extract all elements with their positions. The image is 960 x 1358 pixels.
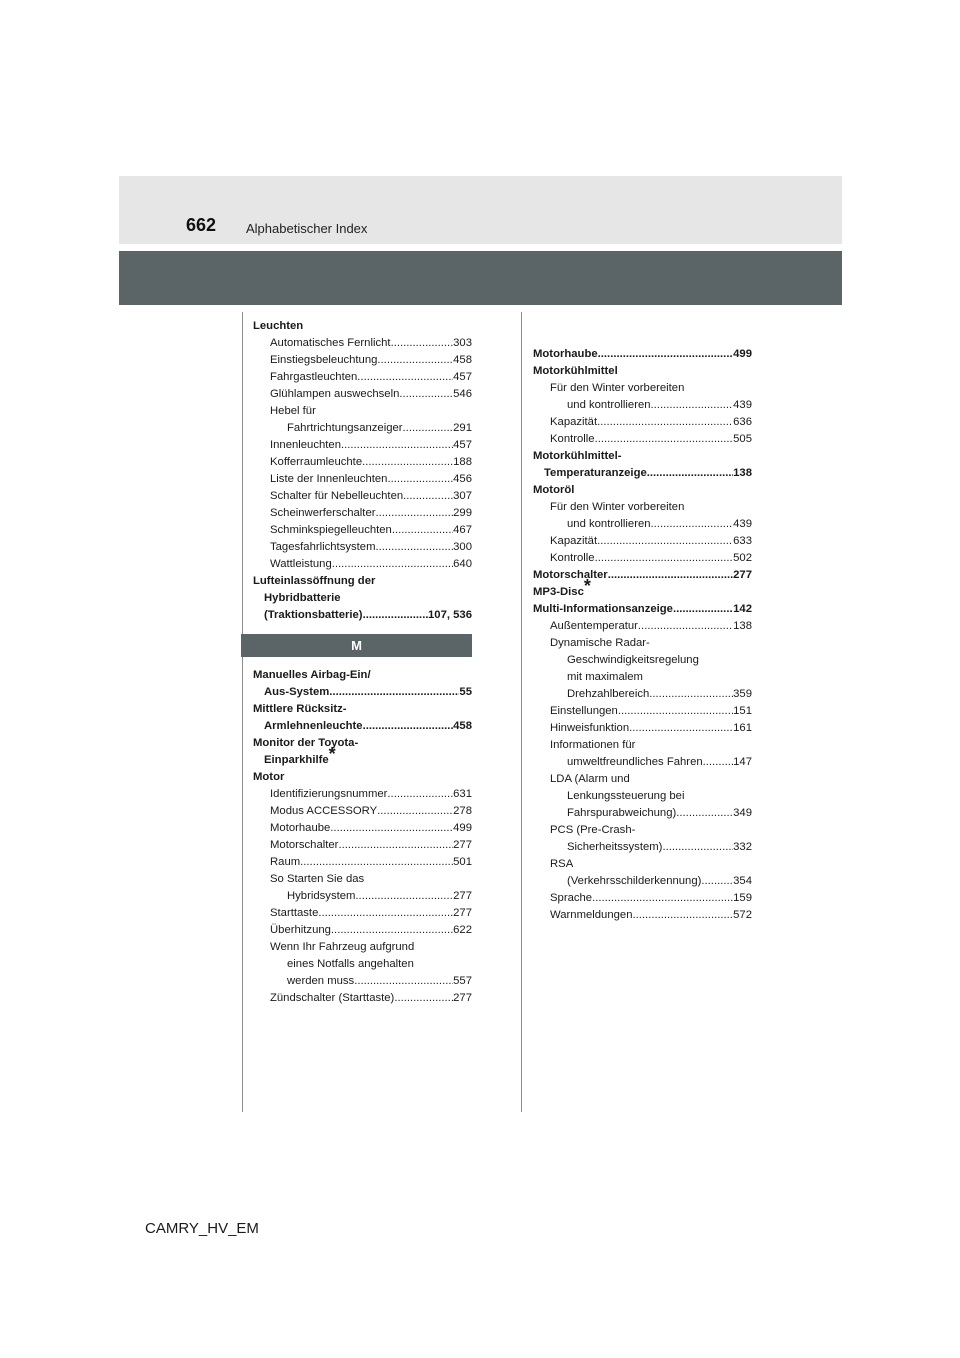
- entry-term: Schminkspiegelleuchten: [270, 524, 392, 536]
- entry-term: Hybridsystem: [287, 890, 356, 902]
- index-entry: [253, 437, 472, 454]
- dot-leader: [329, 684, 459, 701]
- index-column-right: [533, 346, 752, 924]
- entry-term: LDA (Alarm und: [550, 773, 630, 785]
- page-ref: 501: [453, 856, 472, 868]
- page-ref: 439: [733, 518, 752, 530]
- entry-term: Automatisches Fernlicht: [270, 337, 391, 349]
- entry-term: Lenkungssteuerung bei: [567, 790, 685, 802]
- entry-term: Lufteinlassöffnung der: [253, 575, 376, 587]
- entry-term: Kofferraumleuchte: [270, 456, 363, 468]
- entry-term: Hinweisfunktion: [550, 722, 630, 734]
- entry-term: Motorschalter: [533, 569, 608, 581]
- dot-leader: [375, 505, 453, 522]
- entry-term: Geschwindigkeitsregelung: [567, 654, 699, 666]
- index-entry: [533, 576, 752, 601]
- entry-term: Einparkhilfe: [264, 754, 329, 766]
- entry-term: Starttaste: [270, 907, 319, 919]
- entry-term: und kontrollieren: [567, 518, 651, 530]
- entry-term: Raum: [270, 856, 301, 868]
- page-ref: 359: [733, 688, 752, 700]
- header-dark-band: [119, 251, 842, 305]
- entry-term: Sicherheitssystem): [567, 841, 663, 853]
- index-entry: [533, 533, 752, 550]
- page-ref: 277: [453, 890, 472, 902]
- dot-leader: [651, 397, 734, 414]
- dot-leader: [701, 873, 733, 890]
- index-entry: [533, 363, 752, 380]
- page-ref: 277: [453, 992, 472, 1004]
- index-entry: [253, 522, 472, 539]
- index-entry: [253, 922, 472, 939]
- index-entry: [533, 720, 752, 737]
- index-entry: [533, 771, 752, 788]
- index-entry: [533, 754, 752, 771]
- entry-term: Scheinwerferschalter: [270, 507, 376, 519]
- dot-leader: [318, 905, 453, 922]
- entry-term: Außentemperatur: [550, 620, 638, 632]
- index-entry: [533, 346, 752, 363]
- page-ref: 458: [453, 354, 472, 366]
- page-ref: 502: [733, 552, 752, 564]
- page-ref: 458: [453, 720, 472, 732]
- page-number: 662: [186, 215, 217, 235]
- page-ref: 467: [453, 524, 472, 536]
- index-entry: [533, 652, 752, 669]
- entry-term: Liste der Innenleuchten: [270, 473, 388, 485]
- entry-term: Mittlere Rücksitz-: [253, 703, 347, 715]
- entry-term: Warnmeldungen: [550, 909, 633, 921]
- index-entry: [253, 990, 472, 1007]
- page-ref: 354: [733, 875, 752, 887]
- dot-leader: [651, 516, 734, 533]
- entry-term: Einstellungen: [550, 705, 618, 717]
- index-entry: [533, 601, 752, 618]
- dot-leader: [703, 754, 734, 771]
- index-entry: [533, 448, 752, 465]
- dot-leader: [362, 454, 453, 471]
- index-entry: [533, 703, 752, 720]
- index-entry: [253, 556, 472, 573]
- column-divider-right: [521, 312, 522, 1112]
- index-entry: [253, 905, 472, 922]
- page-ref: 572: [733, 909, 752, 921]
- index-list-m: [253, 667, 472, 1007]
- page-ref: 332: [733, 841, 752, 853]
- dot-leader: [375, 539, 453, 556]
- dot-leader: [597, 414, 733, 431]
- entry-term: Fahrspurabweichung): [567, 807, 677, 819]
- index-entry: [533, 737, 752, 754]
- page-ref: 303: [453, 337, 472, 349]
- dot-leader: [338, 837, 453, 854]
- page-ref: 457: [453, 371, 472, 383]
- dot-leader: [629, 720, 733, 737]
- entry-term: Fahrtrichtungsanzeiger: [287, 422, 403, 434]
- index-entry: [253, 956, 472, 973]
- page-ref: 457: [453, 439, 472, 451]
- dot-leader: [592, 890, 733, 907]
- dot-leader: [300, 854, 453, 871]
- entry-term: Manuelles Airbag-Ein/: [253, 669, 371, 681]
- entry-term: Für den Winter vorbereiten: [550, 382, 685, 394]
- page-ref: 349: [733, 807, 752, 819]
- entry-term: Aus-System: [264, 686, 330, 698]
- page-ref: 277: [453, 907, 472, 919]
- index-entry: [253, 607, 472, 624]
- page-ref: 640: [453, 558, 472, 570]
- entry-term: Motor: [253, 771, 285, 783]
- index-entry: [253, 973, 472, 990]
- entry-term: und kontrollieren: [567, 399, 651, 411]
- index-entry: [253, 701, 472, 718]
- entry-term: MP3-Disc: [533, 586, 584, 598]
- dot-leader: [363, 607, 428, 624]
- dot-leader: [387, 471, 453, 488]
- index-entry: [533, 839, 752, 856]
- index-entry: [533, 465, 752, 482]
- page-ref: 142: [733, 603, 752, 615]
- index-entry: [533, 686, 752, 703]
- index-entry: [533, 669, 752, 686]
- index-entry: [533, 805, 752, 822]
- index-entry: [253, 590, 472, 607]
- entry-term: Glühlampen auswechseln: [270, 388, 400, 400]
- asterisk-mark: *: [583, 576, 591, 596]
- index-entry: [253, 871, 472, 888]
- dot-leader: [355, 888, 453, 905]
- dot-leader: [403, 488, 453, 505]
- entry-term: Überhitzung: [270, 924, 331, 936]
- entry-term: Fahrgastleuchten: [270, 371, 358, 383]
- dot-leader: [595, 431, 734, 448]
- header-band: [119, 176, 842, 244]
- entry-term: werden muss: [287, 975, 355, 987]
- dot-leader: [377, 352, 453, 369]
- entry-term: Informationen für: [550, 739, 636, 751]
- entry-term: Modus ACCESSORY: [270, 805, 378, 817]
- entry-term: Temperaturanzeige: [544, 467, 647, 479]
- page-ref: 499: [733, 348, 752, 360]
- index-entry: [533, 431, 752, 448]
- entry-term: Monitor der Toyota-: [253, 737, 359, 749]
- page-ref: 299: [453, 507, 472, 519]
- dot-leader: [341, 437, 453, 454]
- index-entry: [253, 718, 472, 735]
- index-entry: [533, 822, 752, 839]
- index-entry: [533, 567, 752, 584]
- entry-term: Innenleuchten: [270, 439, 341, 451]
- index-entry: [253, 420, 472, 437]
- dot-leader: [403, 420, 454, 437]
- dot-leader: [363, 718, 454, 735]
- entry-term: Motorkühlmittel: [533, 365, 618, 377]
- index-entry: [253, 939, 472, 956]
- page-ref: 546: [453, 388, 472, 400]
- index-entry: [253, 318, 472, 335]
- page-ref: 631: [453, 788, 472, 800]
- entry-term: Sprache: [550, 892, 593, 904]
- entry-term: Multi-Informationsanzeige: [533, 603, 673, 615]
- entry-term: Schalter für Nebelleuchten: [270, 490, 404, 502]
- page-ref: 499: [453, 822, 472, 834]
- dot-leader: [394, 990, 453, 1007]
- page-ref: 505: [733, 433, 752, 445]
- page-ref: 159: [733, 892, 752, 904]
- index-entry: [253, 888, 472, 905]
- index-entry: [533, 550, 752, 567]
- index-entry: [533, 414, 752, 431]
- dot-leader: [399, 386, 453, 403]
- entry-term: Drehzahlbereich: [567, 688, 650, 700]
- entry-term: Kapazität: [550, 535, 598, 547]
- entry-term: PCS (Pre-Crash-: [550, 824, 636, 836]
- index-entry: [533, 635, 752, 652]
- page-ref: 278: [453, 805, 472, 817]
- index-entry: [253, 769, 472, 786]
- entry-term: Kapazität: [550, 416, 598, 428]
- dot-leader: [632, 907, 733, 924]
- page-ref: 557: [453, 975, 472, 987]
- dot-leader: [676, 805, 733, 822]
- dot-leader: [662, 839, 733, 856]
- page-ref: 636: [733, 416, 752, 428]
- dot-leader: [391, 335, 454, 352]
- index-entry: [253, 735, 472, 752]
- page-ref: 277: [733, 569, 752, 581]
- dot-leader: [377, 803, 453, 820]
- entry-term: So Starten Sie das: [270, 873, 365, 885]
- dot-leader: [331, 922, 453, 939]
- dot-leader: [598, 346, 734, 363]
- dot-leader: [392, 522, 453, 539]
- index-entry: [253, 403, 472, 420]
- page-ref: 277: [453, 839, 472, 851]
- entry-term: Identifizierungsnummer: [270, 788, 388, 800]
- index-entry: [253, 488, 472, 505]
- entry-term: Motoröl: [533, 484, 575, 496]
- page-ref: 622: [453, 924, 472, 936]
- index-entry: [253, 352, 472, 369]
- index-entry: [253, 386, 472, 403]
- entry-term: Einstiegsbeleuchtung: [270, 354, 378, 366]
- index-entry: [253, 471, 472, 488]
- index-entry: [253, 667, 472, 684]
- dot-leader: [618, 703, 733, 720]
- entry-term: mit maximalem: [567, 671, 643, 683]
- page-ref: 161: [733, 722, 752, 734]
- dot-leader: [354, 973, 453, 990]
- index-entry: [253, 335, 472, 352]
- dot-leader: [638, 618, 733, 635]
- index-entry: [533, 499, 752, 516]
- index-entry: [253, 573, 472, 590]
- index-entry: [533, 873, 752, 890]
- column-divider-left: [242, 312, 243, 1112]
- index-entry: [253, 505, 472, 522]
- dot-leader: [595, 550, 734, 567]
- page-ref: 456: [453, 473, 472, 485]
- letter-heading-m: M: [241, 634, 472, 657]
- index-entry: [533, 380, 752, 397]
- entry-term: Hybridbatterie: [264, 592, 341, 604]
- page-ref: 300: [453, 541, 472, 553]
- page-ref: 147: [733, 756, 752, 768]
- index-entry: [533, 907, 752, 924]
- entry-term: Für den Winter vorbereiten: [550, 501, 685, 513]
- index-list-l: [253, 318, 472, 624]
- entry-term: Armlehnenleuchte: [264, 720, 363, 732]
- entry-term: Leuchten: [253, 320, 304, 332]
- dot-leader: [647, 465, 733, 482]
- dot-leader: [332, 556, 453, 573]
- dot-leader: [357, 369, 453, 386]
- entry-term: Kontrolle: [550, 552, 595, 564]
- page-ref: 188: [453, 456, 472, 468]
- entry-term: Motorkühlmittel-: [533, 450, 622, 462]
- index-entry: [253, 369, 472, 386]
- page-ref: 151: [733, 705, 752, 717]
- section-title: Alphabetischer Index: [246, 221, 368, 236]
- dot-leader: [608, 567, 733, 584]
- entry-term: Motorschalter: [270, 839, 339, 851]
- entry-term: Zündschalter (Starttaste): [270, 992, 395, 1004]
- index-entry: [253, 820, 472, 837]
- entry-term: Tagesfahrlichtsystem: [270, 541, 376, 553]
- entry-term: RSA: [550, 858, 574, 870]
- page-ref: 291: [453, 422, 472, 434]
- page-ref: 55: [459, 686, 472, 698]
- index-entry: [533, 397, 752, 414]
- index-entry: [253, 539, 472, 556]
- asterisk-mark: *: [328, 744, 336, 764]
- dot-leader: [649, 686, 733, 703]
- dot-leader: [387, 786, 453, 803]
- index-entry: [253, 684, 472, 701]
- index-list-m-continued: [533, 346, 752, 924]
- entry-term: Motorhaube: [533, 348, 598, 360]
- page-ref: 307: [453, 490, 472, 502]
- entry-term: umweltfreundliches Fahren: [567, 756, 703, 768]
- entry-term: Kontrolle: [550, 433, 595, 445]
- index-entry: [253, 454, 472, 471]
- index-entry: [533, 890, 752, 907]
- index-entry: [533, 856, 752, 873]
- entry-term: (Traktionsbatterie): [264, 609, 363, 621]
- dot-leader: [673, 601, 733, 618]
- page-ref: 439: [733, 399, 752, 411]
- page-ref: 138: [733, 467, 752, 479]
- page-ref: 107, 536: [428, 609, 472, 621]
- index-entry: [253, 854, 472, 871]
- entry-term: (Verkehrsschilderkennung): [567, 875, 702, 887]
- entry-term: Hebel für: [270, 405, 316, 417]
- index-entry: [533, 788, 752, 805]
- index-column-left: [253, 318, 472, 1007]
- index-entry: [253, 744, 472, 769]
- index-entry: [253, 803, 472, 820]
- entry-term: Wenn Ihr Fahrzeug aufgrund: [270, 941, 415, 953]
- entry-term: eines Notfalls angehalten: [287, 958, 414, 970]
- entry-term: Dynamische Radar-: [550, 637, 650, 649]
- index-entry: [533, 618, 752, 635]
- dot-leader: [330, 820, 453, 837]
- footer-code: CAMRY_HV_EM: [145, 1220, 259, 1237]
- index-entry: [253, 786, 472, 803]
- dot-leader: [597, 533, 733, 550]
- page-ref: 138: [733, 620, 752, 632]
- entry-term: Wattleistung: [270, 558, 332, 570]
- index-entry: [253, 837, 472, 854]
- entry-term: Motorhaube: [270, 822, 331, 834]
- index-entry: [533, 516, 752, 533]
- page-ref: 633: [733, 535, 752, 547]
- index-entry: [533, 482, 752, 499]
